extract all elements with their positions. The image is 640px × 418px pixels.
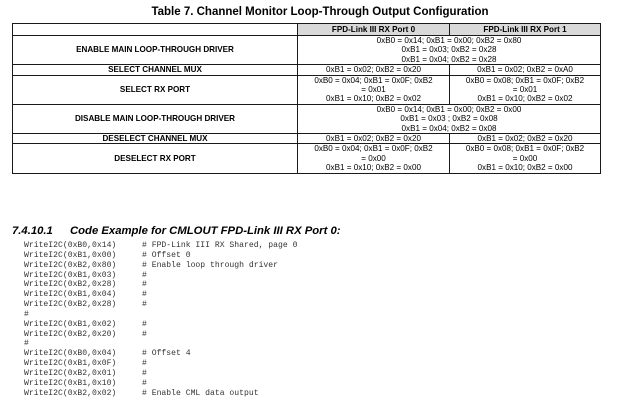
- row-label: ENABLE MAIN LOOP-THROUGH DRIVER: [13, 36, 298, 65]
- header-port0: FPD-Link III RX Port 0: [298, 24, 450, 36]
- header-port1: FPD-Link III RX Port 1: [450, 24, 601, 36]
- table-row: [13, 134, 601, 144]
- code-call: WriteI2C(0xB2,0x28): [24, 300, 117, 310]
- code-line: [24, 300, 624, 310]
- cell-line: 0xB1 = 0x03; 0xB2 = 0x28: [401, 45, 497, 55]
- code-line: [24, 330, 624, 340]
- cell-line: = 0x01: [361, 85, 386, 95]
- code-call: WriteI2C(0xB2,0x02): [24, 388, 117, 398]
- code-line: [24, 379, 624, 389]
- code-comment: #: [142, 300, 147, 310]
- row-label: DESELECT RX PORT: [13, 144, 298, 173]
- code-line: [24, 251, 624, 261]
- section-title: Code Example for CMLOUT FPD-Link III RX Port 0:: [70, 225, 341, 237]
- port1-value-cell: [450, 65, 601, 75]
- code-comment: [142, 310, 624, 320]
- code-line: [24, 261, 624, 271]
- header-corner-cell: [13, 24, 298, 36]
- table-row: [13, 104, 601, 133]
- code-comment: #: [142, 270, 147, 280]
- table-title: Table 7. Channel Monitor Loop-Through Output Configuration: [151, 6, 489, 18]
- section-number: 7.4.10.1: [12, 225, 53, 237]
- code-call: WriteI2C(0xB1,0x10): [24, 378, 117, 388]
- merged-value-cell: [298, 36, 601, 65]
- code-line: [24, 280, 624, 290]
- code-line: [24, 271, 624, 281]
- port0-value-cell: [298, 144, 450, 173]
- row-label: DESELECT CHANNEL MUX: [13, 134, 298, 144]
- code-comment: #: [142, 359, 147, 369]
- code-call: WriteI2C(0xB2,0x20): [24, 329, 117, 339]
- port0-value-cell: [298, 134, 450, 144]
- table-row: [13, 65, 601, 75]
- code-comment: # Offset 0: [142, 250, 191, 260]
- table-row: [13, 36, 601, 65]
- cell-line: 0xB1 = 0x03 ; 0xB2 = 0x08: [400, 114, 498, 124]
- code-line: [24, 359, 624, 369]
- code-call: #: [24, 309, 29, 319]
- cell-line: 0xB1 = 0x10; 0xB2 = 0x02: [326, 94, 421, 104]
- cell-line: 0xB1 = 0x10; 0xB2 = 0x00: [477, 163, 573, 173]
- code-line: [24, 339, 624, 349]
- code-example-block: [24, 241, 624, 399]
- code-call: WriteI2C(0xB2,0x28): [24, 280, 117, 290]
- port1-value-cell: [450, 144, 601, 173]
- cell-line: = 0x00: [512, 153, 538, 163]
- code-call: WriteI2C(0xB1,0x04): [24, 290, 117, 300]
- cell-line: 0xB1 = 0x04; 0xB2 = 0x08: [401, 123, 497, 133]
- code-line: [24, 310, 624, 320]
- port1-value-cell: [450, 134, 601, 144]
- code-comment: #: [142, 368, 147, 378]
- code-line: [24, 320, 624, 330]
- code-comment: # Enable CML data output: [142, 388, 259, 398]
- code-line: [24, 349, 624, 359]
- code-comment: # Offset 4: [142, 349, 191, 359]
- table-header-row: [13, 24, 601, 36]
- cell-line: 0xB1 = 0x02; 0xB2 = 0x20: [326, 65, 421, 75]
- port0-value-cell: [298, 75, 450, 104]
- code-line: [24, 290, 624, 300]
- cell-line: 0xB0 = 0x14; 0xB1 = 0x00; 0xB2 = 0x00: [376, 104, 522, 114]
- cell-line: 0xB0 = 0x08; 0xB1 = 0x0F; 0xB2: [465, 144, 585, 154]
- code-line: [24, 241, 624, 251]
- code-call: WriteI2C(0xB0,0x04): [24, 349, 117, 359]
- loop-through-config-table: [12, 23, 601, 174]
- row-label: SELECT CHANNEL MUX: [13, 65, 298, 75]
- cell-line: 0xB0 = 0x04; 0xB1 = 0x0F; 0xB2: [314, 75, 433, 85]
- code-call: WriteI2C(0xB1,0x03): [24, 270, 117, 280]
- cell-line: 0xB0 = 0x08; 0xB1 = 0x0F; 0xB2: [465, 75, 585, 85]
- code-comment: #: [142, 329, 147, 339]
- port0-value-cell: [298, 65, 450, 75]
- code-line: [24, 389, 624, 399]
- code-comment: #: [142, 319, 147, 329]
- code-comment: # FPD-Link III RX Shared, page 0: [142, 241, 298, 250]
- merged-value-cell: [298, 104, 601, 133]
- code-line: [24, 369, 624, 379]
- table-row: [13, 75, 601, 104]
- code-comment: #: [142, 290, 147, 300]
- cell-line: 0xB1 = 0x10; 0xB2 = 0x02: [477, 94, 573, 104]
- code-call: WriteI2C(0xB1,0x00): [24, 250, 117, 260]
- code-call: WriteI2C(0xB0,0x14): [24, 241, 117, 250]
- code-call: WriteI2C(0xB2,0x80): [24, 260, 117, 270]
- cell-line: 0xB1 = 0x02; 0xB2 = 0x20: [326, 134, 421, 144]
- code-call: WriteI2C(0xB2,0x01): [24, 368, 117, 378]
- cell-line: = 0x01: [512, 85, 538, 95]
- port1-value-cell: [450, 75, 601, 104]
- section-heading: [12, 225, 341, 237]
- code-comment: #: [142, 378, 147, 388]
- cell-line: 0xB0 = 0x04; 0xB1 = 0x0F; 0xB2: [314, 144, 433, 154]
- code-comment: # Enable loop through driver: [142, 260, 278, 270]
- cell-line: 0xB1 = 0x10; 0xB2 = 0x00: [326, 163, 421, 173]
- cell-line: 0xB1 = 0x04; 0xB2 = 0x28: [401, 54, 497, 64]
- cell-line: 0xB0 = 0x14; 0xB1 = 0x00; 0xB2 = 0x80: [376, 36, 522, 45]
- row-label: DISABLE MAIN LOOP-THROUGH DRIVER: [13, 104, 298, 133]
- code-comment: [142, 339, 624, 349]
- cell-line: = 0x00: [361, 153, 386, 163]
- cell-line: 0xB1 = 0x02; 0xB2 = 0x20: [477, 134, 573, 144]
- code-call: WriteI2C(0xB1,0x02): [24, 319, 117, 329]
- table-row: [13, 144, 601, 173]
- code-call: #: [24, 339, 29, 349]
- table-body: [13, 36, 601, 174]
- code-comment: #: [142, 280, 147, 290]
- cell-line: 0xB1 = 0x02; 0xB2 = 0xA0: [477, 65, 573, 75]
- code-call: WriteI2C(0xB1,0x0F): [24, 359, 117, 369]
- row-label: SELECT RX PORT: [13, 75, 298, 104]
